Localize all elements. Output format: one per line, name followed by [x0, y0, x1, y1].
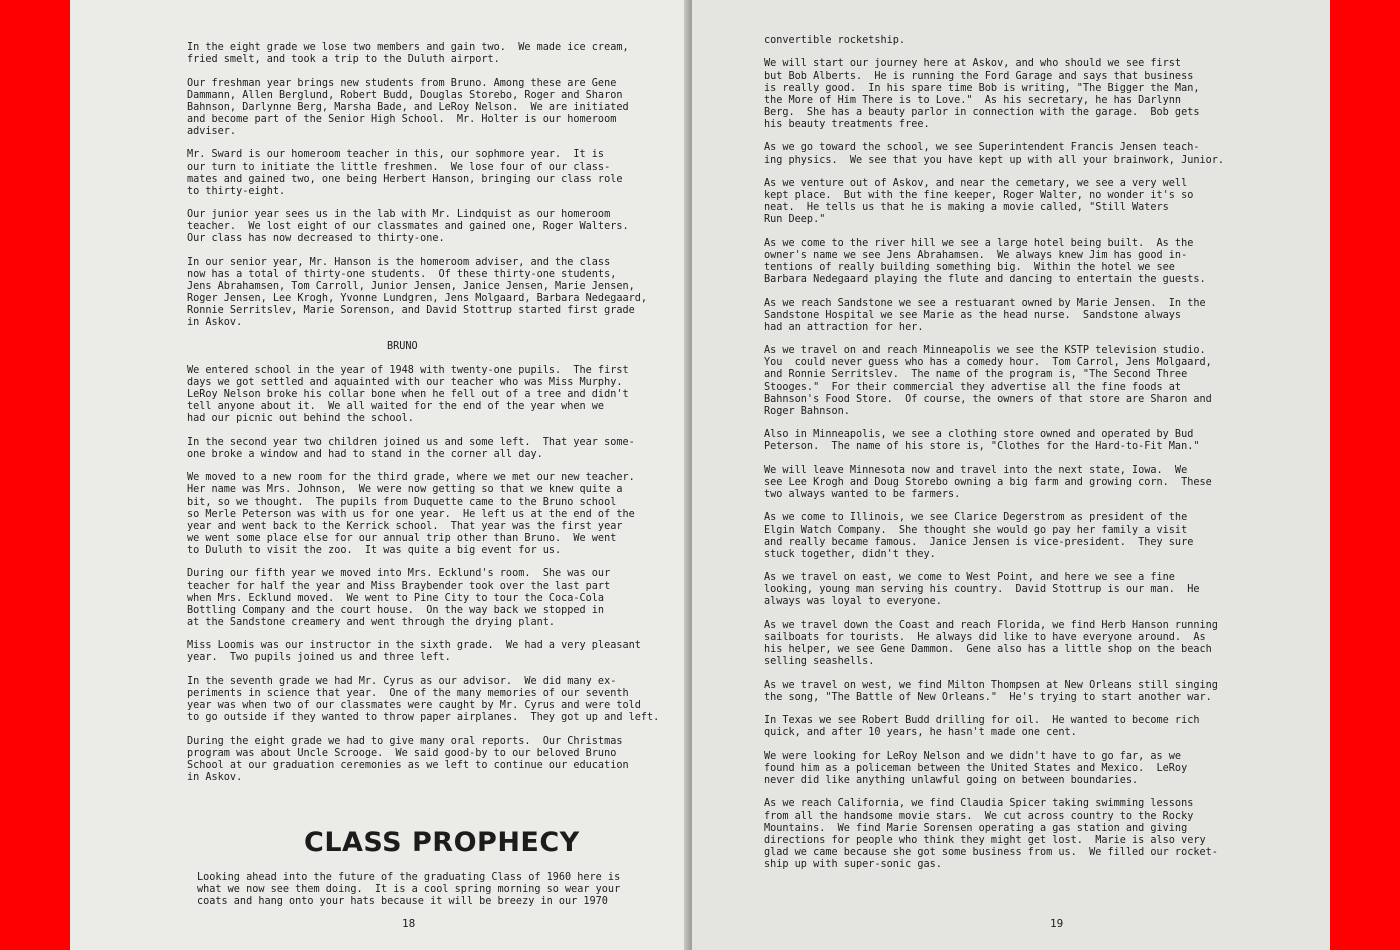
- paragraph: Our junior year sees us in the lab with Mr. Lindquist as our homeroom teacher. We lost eight of our classmates and gained one, Roger Walters. Our class has now decreased to thirty-one.: [187, 209, 629, 245]
- paragraph: We will leave Minnesota now and travel into the next state, Iowa. We see Lee Krogh and Doug Storebo owning a big farm and growing corn. These two always wanted to be farmers.: [764, 464, 1212, 500]
- paragraph: Miss Loomis was our instructor in the sixth grade. We had a very pleasant year. Two pupils joined us and three left.: [187, 640, 641, 664]
- paragraph: As we travel on west, we find Milton Thompsen at New Orleans still singing the song, "The Battle of New Orleans." He's trying to start another war.: [764, 679, 1218, 703]
- paragraph: As we travel on east, we come to West Point, and here we see a fine looking, young man serving his country. David Stottrup is our man. He always was loyal to everyone.: [764, 572, 1200, 608]
- paragraph: Mr. Sward is our homeroom teacher in this, our sophmore year. It is our turn to initiate the little freshmen. We lose four of our class- mates and gained two, one being Herbert Hanson, bringing our class role to thirty-eight.: [187, 149, 623, 197]
- paragraph: We entered school in the year of 1948 with twenty-one pupils. The first days we got settled and aquainted with our teacher who was Miss Murphy. LeRoy Nelson broke his collar bone when he fell out of a tree and didn't tell anyone about it. We all waited for the end of the year when we had our picnic out behind the school.: [187, 364, 629, 425]
- paragraph: As we go toward the school, we see Superintendent Francis Jensen teach- ing physics. We see that you have kept up with all your brainwork, Junior.: [764, 142, 1225, 166]
- paragraph: In Texas we see Robert Budd drilling for oil. He wanted to become rich quick, and after 10 years, he hasn't made one cent.: [764, 715, 1200, 739]
- right-paragraphs: [764, 35, 1330, 871]
- paragraph: In the second year two children joined us and some left. That year some- one broke a window and had to stand in the corner all day.: [187, 436, 635, 460]
- paragraph: We were looking for LeRoy Nelson and we didn't have to go far, as we found him as a policeman between the United States and Mexico. LeRoy never did like anything unlawful going on between boundaries.: [764, 750, 1188, 786]
- paragraph: As we reach Sandstone we see a restuarant owned by Marie Jensen. In the Sandstone Hospital we see Marie as the head nurse. Sandstone always had an attraction for her.: [764, 297, 1206, 333]
- paragraph: During our fifth year we moved into Mrs. Ecklund's room. She was our teacher for half the year and Miss Braybender took over the last part when Mrs. Ecklund moved. We went to Pine City to tour the Coca-Cola Bottling Company and the court house. On the way back we stopped in at the Sandstone creamery and went through the drying plant.: [187, 568, 611, 628]
- paragraph: In the seventh grade we had Mr. Cyrus as our advisor. We did many ex- periments in science that year. One of the many memories of our seventh year was when two of our classmates were caught by Mr. Cyrus and were told to go outside if they wanted to throw paper airplanes. They got up and left.: [187, 675, 660, 724]
- paragraph: As we come to Illinois, we see Clarice Degerstrom as president of the Elgin Watch Company. She thought she would go pay her family a visit and really became famous. Janice Jensen is vice-president. They sure stuck together, didn't they.: [764, 512, 1194, 560]
- class-prophecy-title: CLASS PROPHECY: [304, 826, 580, 858]
- paragraph: Our freshman year brings new students from Bruno. Among these are Gene Dammann, Allen Berglund, Robert Budd, Douglas Storebo, Roger and Sharon Bahnson, Darlynne Berg, Marsha Bade, and LeRoy Nelson. We are initiated and become part of the Senior High School. Mr. Holter is our homeroom adviser.: [187, 77, 629, 137]
- paragraph: convertible rocketship.: [764, 35, 906, 46]
- paragraph: As we come to the river hill we see a large hotel being built. As the owner's name we see Jens Abrahamsen. We always knew Jim has good in- tentions of really building something big. Within the hotel we see Barbara Nedegaard playing the flute and dancing to entertain the guests.: [764, 237, 1206, 286]
- paragraph: As we venture out of Askov, and near the cemetary, we see a very well kept place. But with the fine keeper, Roger Walter, no wonder it's so neat. He tells us that he is making a movie called, "Still Waters Run Deep.": [764, 178, 1194, 226]
- left-page: [70, 0, 690, 950]
- paragraph: We moved to a new room for the third grade, where we met our new teacher. Her name was Mrs. Johnson, We were now getting so that we knew quite a bit, so we thought. The pupils from Duquette came to the Bruno school so Merle Peterson was with us for one year. He left us at the end of the year and went back to the Kerrick school. That year was the first year we went some place else for our annual trip other than Bruno. We went to Duluth to visit the zoo. It was quite a big event for us.: [187, 472, 635, 556]
- left-paragraphs: [187, 42, 690, 329]
- paragraph: Also in Minneapolis, we see a clothing store owned and operated by Bud Peterson. The name of his store is, "Clothes for the Hard-to-Fit Man.": [764, 429, 1200, 453]
- paragraph: In our senior year, Mr. Hanson is the homeroom adviser, and the class now has a total of thirty-one students. Of these thirty-one students, Jens Abrahamsen, Tom Carroll, Junior Jensen, Janice Jensen, Marie Jensen, Roger Jensen, Lee Krogh, Yvonne Lundgren, Jens Molgaard, Barbara Nedegaard, Ronnie Serritslev, Marie Sorenson, and David Stottrup started first grade in Askov.: [187, 256, 648, 329]
- paragraph: We will start our journey here at Askov, and who should we see first but Bob Alberts. He is running the Ford Garage and says that business is really good. In his spare time Bob is writing, "The Bigger the Man, the More of Him There is to Love." As his secretary, he has Darlynn Berg. She has a beauty parlor in connection with the garage. Bob gets his beauty treatments free.: [764, 58, 1200, 130]
- prophecy-intro: Looking ahead into the future of the graduating Class of 1960 here is what we now see them doing. It is a cool spring morning so wear your coats and hang onto your hats because it will be breezy in our 1970: [197, 871, 621, 908]
- page-number-right: 19: [1050, 916, 1064, 930]
- paragraph: As we travel on and reach Minneapolis we see the KSTP television studio. You could never guess who has a comedy hour. Tom Carrol, Jens Molgaard, and Ronnie Serritslev. The name of the program is, "The Second Three Stooges." For their commercial they advertise all the fine foods at Bahnson's Food Store. Of course, the owners of that store are Sharon and Roger Bahnson.: [764, 345, 1212, 417]
- paragraph: As we reach California, we find Claudia Spicer taking swimming lessons from all the handsome movie stars. We cut across country to the Rocky Mountains. We find Marie Sorensen operating a gas station and giving directions for people who think they might get lost. Marie is also very glad we came because she got some business from us. We filled our rocket- ship up with super-sonic gas.: [764, 798, 1218, 870]
- right-page: [692, 0, 1330, 950]
- page-number-left: 18: [402, 916, 416, 930]
- paragraph: In the eight grade we lose two members and gain two. We made ice cream, fried smelt, and took a trip to the Duluth airport.: [187, 42, 629, 66]
- paragraph: During the eight grade we had to give many oral reports. Our Christmas program was about Uncle Scrooge. We said good-by to our beloved Bruno School at our graduation ceremonies as we left to continue our education in Askov.: [187, 735, 629, 783]
- section-heading-bruno: BRUNO: [387, 340, 418, 352]
- bruno-paragraphs: [187, 365, 690, 784]
- paragraph: As we travel down the Coast and reach Florida, we find Herb Hanson running sailboats for tourists. He always did like to have everyone around. As his helper, we see Gene Dammon. Gene also has a little shop on the beach selling seashells.: [764, 619, 1218, 668]
- book-spread: [70, 0, 1330, 950]
